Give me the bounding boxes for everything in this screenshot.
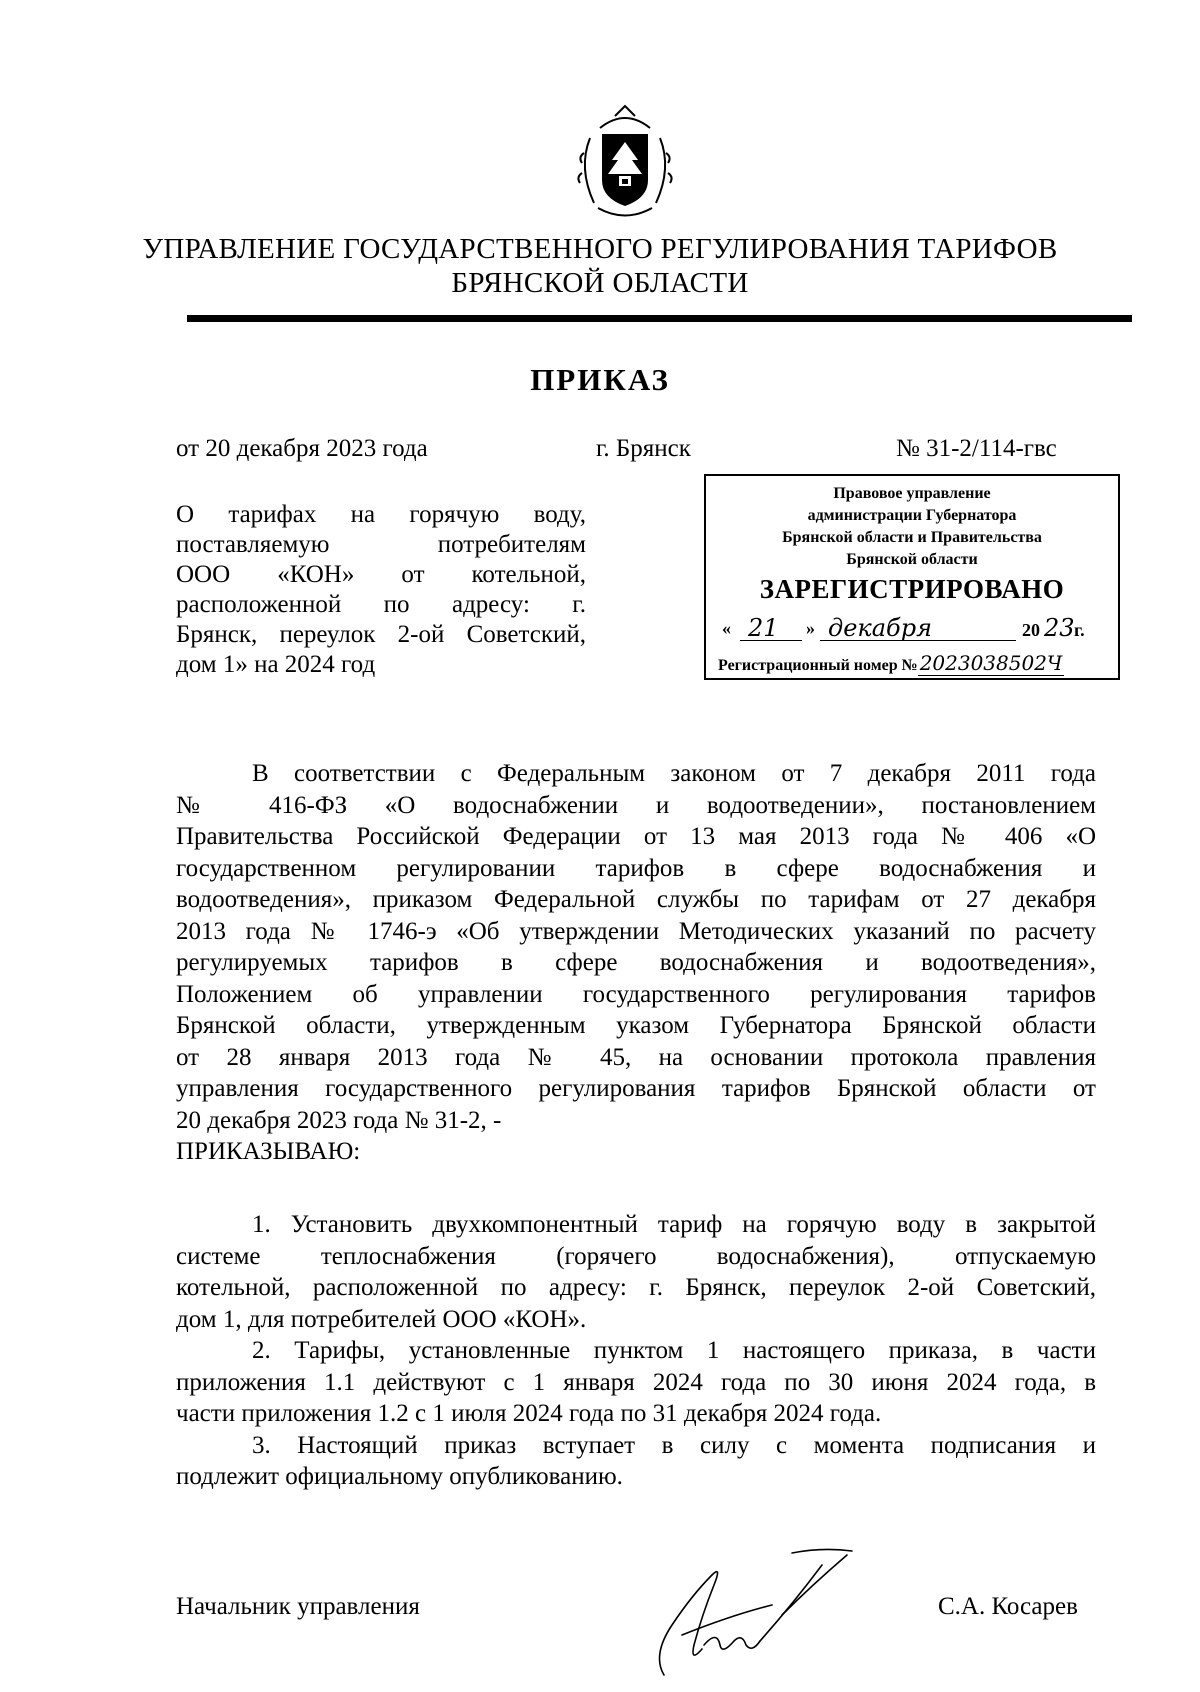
item-line: приложения 1.1 действуют с 1 января 2024 года по 30 июня 2024 года, в <box>176 1368 1096 1396</box>
preamble-line: регулируемых тарифов в сфере водоснабжения и водоотведения», <box>176 949 1096 976</box>
order-items <box>176 1209 1096 1493</box>
signatory-role: Начальник управления <box>176 1593 420 1620</box>
stamp-day: 21 <box>748 614 779 642</box>
preamble <box>176 758 1096 1168</box>
organization-name-line1: УПРАВЛЕНИЕ ГОСУДАРСТВЕННОГО РЕГУЛИРОВАНИЯ ТАРИФОВ <box>142 233 1058 265</box>
preamble-line: Брянской области, утвержденным указом Губернатора Брянской области <box>176 1012 1096 1039</box>
item-line: котельной, расположенной по адресу: г. Брянск, переулок 2-ой Советский, <box>176 1274 1096 1301</box>
document-number: № 31-2/114-гвс <box>896 435 1057 462</box>
stamp-line: Правовое управление <box>833 485 991 502</box>
item-line: 2. Тарифы, установленные пунктом 1 настоящего приказа, в части <box>252 1337 1096 1364</box>
item-line: дом 1, для потребителей ООО «КОН». <box>176 1305 587 1333</box>
stamp-registered: ЗАРЕГИСТРИРОВАНО <box>759 574 1065 604</box>
preamble-line: Положением об управлении государственного регулирования тарифов <box>176 980 1096 1008</box>
document-date: от 20 декабря 2023 года <box>176 435 428 462</box>
handwritten-signature <box>642 1545 872 1685</box>
header-rule <box>187 315 1132 322</box>
document-city: г. Брянск <box>596 435 691 462</box>
stamp-date-line: « 21 » декабря 20 23 г. <box>722 614 1085 642</box>
preamble-line: Правительства Российской Федерации от 13 мая 2013 года № 406 «О <box>176 823 1096 850</box>
preamble-line: 2013 года № 1746-э «Об утверждении Методических указаний по расчету <box>176 917 1096 945</box>
stamp-year-suffix: 23 <box>1044 614 1075 642</box>
item-line: 3. Настоящий приказ вступает в силу с момента подписания и <box>252 1431 1096 1459</box>
stamp-year-unit: г. <box>1074 620 1085 640</box>
subject-line: дом 1» на 2024 год <box>176 651 376 678</box>
signatory-name: С.А. Косарев <box>938 1593 1078 1620</box>
subject-line: ООО «КОН» от котельной, <box>176 561 586 588</box>
preamble-line: № 416-ФЗ «О водоснабжении и водоотведении», постановлением <box>176 791 1096 819</box>
order-keyword: ПРИКАЗЫВАЮ: <box>176 1138 361 1165</box>
stamp-year-prefix: 20 <box>1022 620 1040 640</box>
item-line: части приложения 1.2 с 1 июля 2024 года по 31 декабря 2024 года. <box>176 1400 882 1427</box>
stamp-line: администрации Губернатора <box>807 507 1017 524</box>
item-line: 1. Установить двухкомпонентный тариф на горячую воду в закрытой <box>252 1211 1096 1238</box>
preamble-line: 20 декабря 2023 года № 31-2, - <box>176 1106 502 1134</box>
stamp-month: декабря <box>828 614 932 642</box>
stamp-line: Брянской области <box>846 551 978 568</box>
subject-line: поставляемую потребителям <box>176 531 586 558</box>
subject-line: Брянск, переулок 2-ой Советский, <box>176 621 586 648</box>
subject-line: О тарифах на горячую воду, <box>176 501 586 528</box>
stamp-reg-number: 2023038502Ч <box>919 651 1063 675</box>
preamble-line: водоотведения», приказом Федеральной службы по тарифам от 27 декабря <box>176 886 1096 913</box>
coat-of-arms-icon <box>560 98 690 228</box>
subject-line: расположенной по адресу: г. <box>176 591 586 618</box>
preamble-line: от 28 января 2013 года № 45, на основании протокола правления <box>176 1043 1096 1071</box>
item-line: подлежит официальному опубликованию. <box>176 1463 623 1490</box>
stamp-reg-number-row <box>718 651 1064 675</box>
item-line: системе теплоснабжения (горячего водоснабжения), отпускаемую <box>176 1242 1096 1270</box>
preamble-line: государственном регулировании тарифов в сфере водоснабжения и <box>176 854 1096 882</box>
organization-name-line2: БРЯНСКОЙ ОБЛАСТИ <box>451 267 749 299</box>
stamp-line: Брянской области и Правительства <box>782 529 1042 546</box>
preamble-line: управления государственного регулирования тарифов Брянской области от <box>176 1075 1096 1102</box>
preamble-line: В соответствии с Федеральным законом от 7 декабря 2011 года <box>252 760 1096 787</box>
registration-stamp <box>704 474 1120 680</box>
stamp-reg-label: Регистрационный номер № <box>718 657 918 674</box>
document-title: ПРИКАЗ <box>530 362 670 397</box>
document-subject <box>176 500 586 680</box>
